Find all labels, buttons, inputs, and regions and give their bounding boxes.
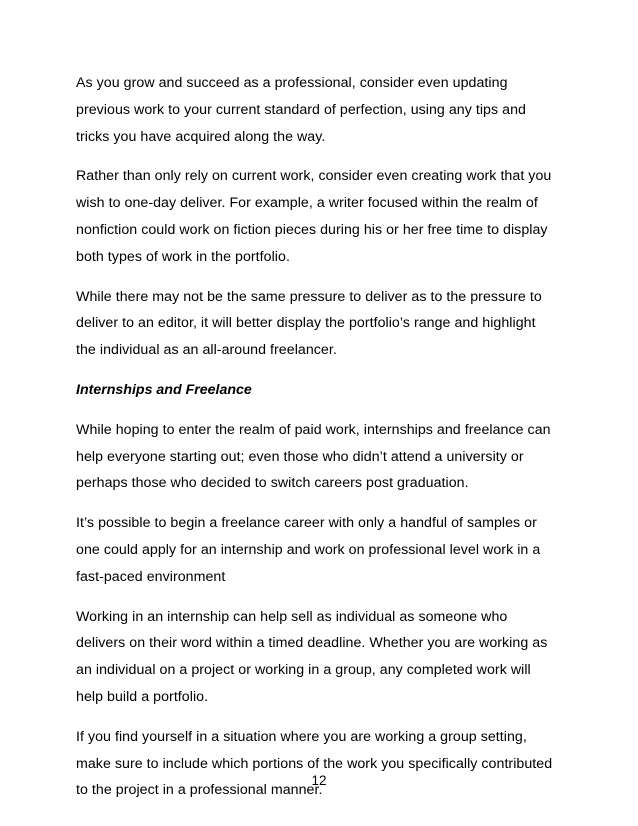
text-line: It’s possible to begin a freelance career with only a handful of samples or bbox=[76, 515, 537, 532]
text-line: perhaps those who decided to switch careers post graduation. bbox=[76, 475, 469, 492]
text-line: delivers on their word within a timed deadline. Whether you are working as bbox=[76, 635, 548, 652]
text-line: tricks you have acquired along the way. bbox=[76, 128, 326, 145]
text-line: wish to one-day deliver. For example, a writer focused within the realm of bbox=[76, 195, 538, 212]
section-heading: Internships and Freelance bbox=[76, 381, 252, 398]
paragraph-group-setting bbox=[76, 724, 576, 804]
text-line: Working in an internship can help sell as individual as someone who bbox=[76, 608, 508, 625]
paragraph-paid-work bbox=[76, 417, 576, 497]
text-line: If you find yourself in a situation where you are working a group setting, bbox=[76, 728, 527, 745]
text-line: help build a portfolio. bbox=[76, 688, 209, 705]
paragraph-pressure bbox=[76, 284, 576, 364]
text-line: As you grow and succeed as a professional, consider even updating bbox=[76, 75, 508, 91]
text-line: help everyone starting out; even those who didn’t attend a university or bbox=[76, 448, 524, 465]
text-line: one could apply for an internship and work on professional level work in a bbox=[76, 541, 541, 558]
text-line: While there may not be the same pressure to deliver as to the pressure to bbox=[76, 288, 542, 305]
text-line: previous work to your current standard of perfection, using any tips and bbox=[76, 101, 526, 118]
paragraph-updating-work bbox=[76, 70, 576, 150]
text-line: an individual on a project or working in a group, any completed work will bbox=[76, 662, 531, 679]
text-line: While hoping to enter the realm of paid work, internships and freelance can bbox=[76, 421, 551, 438]
text-line: the individual as an all-around freelancer. bbox=[76, 342, 337, 359]
paragraph-freelance-career bbox=[76, 510, 576, 590]
text-line: both types of work in the portfolio. bbox=[76, 248, 290, 265]
text-line: fast-paced environment bbox=[76, 568, 226, 585]
page-body bbox=[76, 70, 576, 817]
text-line: Rather than only rely on current work, consider even creating work that you bbox=[76, 168, 552, 185]
text-line: to the project in a professional manner. bbox=[76, 782, 323, 799]
paragraph-internship bbox=[76, 604, 576, 711]
paragraph-creating-work bbox=[76, 163, 576, 270]
text-line: make sure to include which portions of the work you specifically contributed bbox=[76, 755, 553, 772]
text-line: deliver to an editor, it will better display the portfolio’s range and highlight bbox=[76, 315, 536, 332]
page-number: 12 bbox=[311, 773, 327, 788]
text-line: nonfiction could work on fiction pieces during his or her free time to display bbox=[76, 221, 548, 238]
